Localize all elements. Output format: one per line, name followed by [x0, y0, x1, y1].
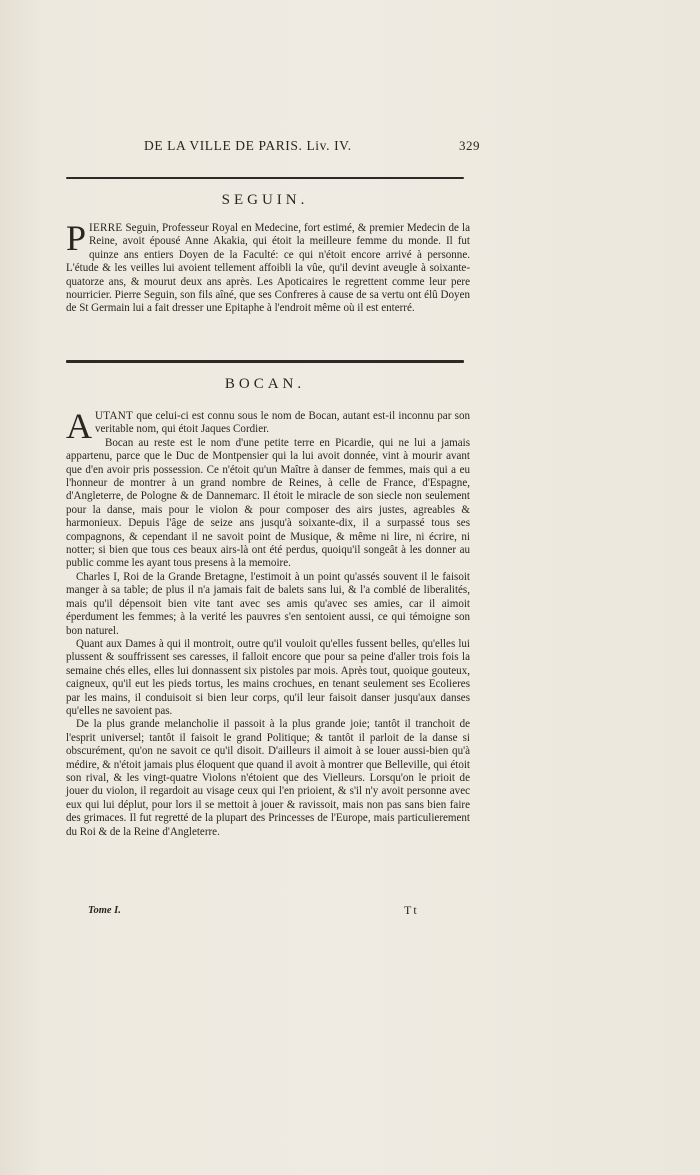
lead-word: UTANT: [95, 410, 134, 422]
drop-cap: P: [66, 218, 87, 258]
page-footer: [88, 905, 428, 921]
section-title-seguin: SEGUIN.: [221, 192, 309, 208]
header-rule: [66, 177, 464, 179]
paragraph: [66, 406, 470, 446]
paragraph: Charles I, Roi de la Grande Bretagne, l'estimoit à un point qu'assés souvent il le faisoit manger à sa table; de plus il n'a jamais fait de balets sans lui, & l'a comblé de liberalités, mais qu'il dépensoit bien vite tant avec ses amis qu'avec ses amies, car il aimoit éperdument les femmes; à la verité les pauvres s'en sentoient aussi, ce qui témoigne son bon naturel.: [66, 570, 470, 637]
lead-word: IERRE: [89, 222, 123, 234]
paragraph-text: que celui-ci est connu sous le nom de Bocan, autant est-il inconnu par son veritable nom, qui étoit Jaques Cordier.: [95, 410, 470, 436]
running-head: DE LA VILLE DE PARIS. Liv. IV.: [144, 138, 352, 153]
paragraph: De la plus grande melancholie il passoit à la plus grande joie; tantôt il tranchoit de l'esprit universel; tantôt il faisoit le grand Politique; & tantôt il parloit de la danse si obscurément, qu'on ne savoit ce qu'il disoit. D'ailleurs il aimoit à se louer aussi-bien qu'à médire, & n'étoit jamais plus éloquent que quand il avoit à montrer que Belleville, qui étoit son rival, & les vingt-quatre Violons n'étoient que des Vielleurs. Lorsqu'on le prioit de jouer du violon, il regardoit au visage ceux qui l'en prioient, & s'il n'y avoit personne avec eux qui lui déplut, pour lors il se mettoit à jouer & ravissoit, mais non pas sans bien faire des grimaces. Il fut regretté de la plupart des Princesses de l'Europe, mais particulierement du Roi & de la Reine d'Angleterre.: [66, 718, 470, 838]
page-number: 329: [459, 138, 480, 153]
signature-mark: Tt: [404, 903, 419, 917]
section-body-seguin: [66, 218, 470, 316]
paragraph: [66, 218, 470, 316]
paragraph-text: Seguin, Professeur Royal en Medecine, fort estimé, & premier Medecin de la Reine, avoit épousé Anne Akakia, qui étoit la meilleure femme du monde. Il fut quinze ans entiers Doyen de la Faculté: ce qui n'étoit encore arrivé à personne. L'étude & les veilles lui avoient tellement affoibli la vûe, qu'il devint aveugle à soixante-quatorze ans, & mourut deux ans après. Les Apoticaires le regrettent comme leur pere nourricier. Pierre Seguin, son fils aîné, que ses Confreres à cause de sa vertu ont élû Doyen de St Germain lui a fait dresser une Epitaphe à l'endroit même où il est enterré.: [66, 222, 470, 315]
drop-cap: A: [66, 406, 92, 446]
page-header: [66, 138, 480, 158]
paragraph: Bocan au reste est le nom d'une petite terre en Picardie, qui ne lui a jamais appartenu, parce que le Duc de Montpensier qui la lui avoit donnée, vint à mourir avant que d'en avoir pris possession. Ce n'étoit qu'un Maître à danser de femmes, mais qui a eu l'honneur de montrer à un grand nombre de Reines, à celle de France, d'Espagne, d'Angleterre, de Pologne & de Dannemarc. Il étoit le miracle de son siecle non seulement pour la danse, mais pour le violon & pour composer des airs justes, agreables & harmonieux. Depuis l'âge de seize ans jusqu'à soixante-dix, il a surpassé tous ses compagnons, & cependant il ne savoit point de Musique, & même ni lire, ni écrire, ni notter; si bien que tous ces beaux airs-là ont été perdus, quoiqu'il songeât à les donner au public comme les ayant tous presens à la memoire.: [66, 436, 470, 570]
tome-label: Tome I.: [88, 905, 121, 916]
section-divider: [66, 360, 464, 363]
section-body-bocan: [66, 406, 470, 839]
paragraph: Quant aux Dames à qui il montroit, outre qu'il vouloit qu'elles fussent belles, qu'elles lui plussent & souffrissent ses caresses, il falloit encore que pour sa peine d'aller trois fois la semaine chés elles, elles lui donnassent six pistoles par mois. Après tout, quoique gouteux, caigneux, qu'il eut les pieds tortus, les mains crochues, en tenant seulement ses Ecolieres par les mains, il conduisoit si bien leur corps, qu'il leur faisoit danser jusqu'aux danses qu'elles ne savoient pas.: [66, 637, 470, 717]
section-title-bocan: BOCAN.: [224, 376, 306, 392]
